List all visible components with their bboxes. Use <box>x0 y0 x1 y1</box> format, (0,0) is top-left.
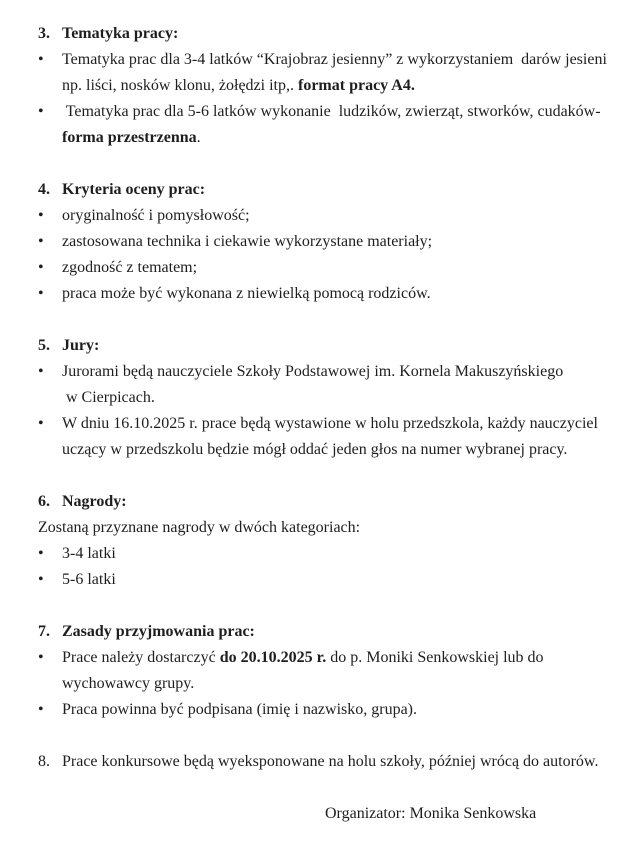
list-item <box>38 281 615 307</box>
text-segment: 5-6 latki <box>62 571 116 588</box>
section-zasady-przyjmowania <box>38 619 615 723</box>
text-segment: Prace należy dostarczyć <box>62 649 220 666</box>
text-segment: zastosowana technika i ciekawie wykorzystane materiały; <box>62 233 433 250</box>
list-item-text <box>62 255 615 281</box>
bullet-icon: • <box>38 701 44 718</box>
text-segment: oryginalność i pomysłowość; <box>62 207 250 224</box>
text-segment: np. liści, nosków klonu, żołędzi itp,. <box>62 77 298 94</box>
section-number: 3. <box>38 25 50 42</box>
list-item <box>38 47 615 99</box>
text-line <box>62 99 615 125</box>
list-item <box>38 203 615 229</box>
bullet-icon: • <box>38 207 44 224</box>
section-heading <box>38 177 615 203</box>
section-heading-text: Kryteria oceny prac: <box>62 181 206 198</box>
section-heading-text: Zasady przyjmowania prac: <box>62 623 255 640</box>
list-item <box>38 697 615 723</box>
list-item-text <box>62 281 615 307</box>
list-item-text <box>62 645 615 697</box>
bullet-icon: • <box>38 233 44 250</box>
text-segment: Tematyka prac dla 5-6 latków wykonanie ludzików, zwierząt, stworków, cudaków- <box>62 103 601 120</box>
section-tematyka-pracy <box>38 21 615 151</box>
section-number: 6. <box>38 493 50 510</box>
text-segment: 3-4 latki <box>62 545 116 562</box>
text-line <box>62 541 615 567</box>
text-segment: wychowawcy grupy. <box>62 675 195 692</box>
text-segment-bold: forma przestrzenna <box>62 129 197 146</box>
bullet-icon: • <box>38 415 44 432</box>
text-segment: do p. Moniki Senkowskiej lub do <box>326 649 544 666</box>
section-heading <box>38 619 615 645</box>
list-item-text <box>62 229 615 255</box>
text-line <box>62 203 615 229</box>
list-item <box>38 229 615 255</box>
text-line <box>62 47 615 73</box>
text-line <box>62 255 615 281</box>
section-heading <box>38 489 615 515</box>
list-item-text <box>62 411 615 463</box>
section-heading <box>38 21 615 47</box>
text-segment: praca może być wykonana z niewielką pomocą rodziców. <box>62 285 431 302</box>
list-item <box>38 99 615 151</box>
list-item <box>38 645 615 697</box>
list-item <box>38 359 615 411</box>
text-segment: . <box>196 129 201 146</box>
text-line <box>62 411 615 437</box>
text-segment: zgodność z tematem; <box>62 259 198 276</box>
list-item <box>38 567 615 593</box>
text-line <box>62 437 615 463</box>
section-ekspozycja-prac <box>38 749 615 775</box>
list-item-text <box>62 359 615 411</box>
list-item <box>38 255 615 281</box>
bullet-icon: • <box>38 51 44 68</box>
text-segment-bold: do 20.10.2025 r. <box>219 649 327 666</box>
text-segment: w Cierpicach. <box>62 389 155 406</box>
bullet-icon: • <box>38 649 44 666</box>
bullet-icon: • <box>38 259 44 276</box>
text-line: Zostaną przyznane nagrody w dwóch kategoriach: <box>38 519 361 536</box>
text-line <box>62 229 615 255</box>
text-segment: W dniu 16.10.2025 r. prace będą wystawione w holu przedszkola, każdy nauczyciel <box>62 415 598 432</box>
section-kryteria-oceny <box>38 177 615 307</box>
text-segment: Tematyka prac dla 3-4 latków “Krajobraz jesienny” z wykorzystaniem darów jesieni <box>62 51 607 68</box>
section-jury <box>38 333 615 463</box>
list-item-text <box>62 99 615 151</box>
list-item-text <box>62 697 615 723</box>
bullet-icon: • <box>38 363 44 380</box>
section-number: 4. <box>38 181 50 198</box>
section-intro <box>38 515 615 541</box>
numbered-paragraph <box>38 749 615 775</box>
text-segment: Praca powinna być podpisana (imię i nazwisko, grupa). <box>62 701 418 718</box>
section-number: 7. <box>38 623 50 640</box>
section-number: 5. <box>38 337 50 354</box>
text-line <box>62 359 615 385</box>
list-item-text <box>62 541 615 567</box>
text-segment-bold: format pracy A4. <box>297 77 415 94</box>
section-heading-text: Tematyka pracy: <box>62 25 179 42</box>
text-segment: uczący w przedszkolu będzie mógł oddać jeden głos na numer wybranej pracy. <box>62 441 568 458</box>
section-heading-text: Jury: <box>62 337 100 354</box>
text-line <box>62 645 615 671</box>
bullet-icon: • <box>38 285 44 302</box>
text-segment: Jurorami będą nauczyciele Szkoły Podstawowej im. Kornela Makuszyńskiego <box>62 363 564 380</box>
list-item <box>38 411 615 463</box>
text-line <box>62 73 615 99</box>
section-heading-text: Nagrody: <box>62 493 127 510</box>
section-heading <box>38 333 615 359</box>
text-line <box>62 281 615 307</box>
list-item <box>38 541 615 567</box>
text-line <box>62 671 615 697</box>
section-number: 8. <box>38 753 50 770</box>
bullet-icon: • <box>38 545 44 562</box>
section-nagrody <box>38 489 615 593</box>
bullet-icon: • <box>38 571 44 588</box>
list-item-text <box>62 203 615 229</box>
text-line: Prace konkursowe będą wyeksponowane na holu szkoły, później wrócą do autorów. <box>62 753 599 770</box>
text-line <box>62 385 615 411</box>
bullet-icon: • <box>38 103 44 120</box>
list-item-text <box>62 567 615 593</box>
text-line <box>62 567 615 593</box>
text-line <box>62 125 615 151</box>
list-item-text <box>62 47 615 99</box>
text-line <box>62 697 615 723</box>
organizer-signature: Organizator: Monika Senkowska <box>325 805 537 822</box>
